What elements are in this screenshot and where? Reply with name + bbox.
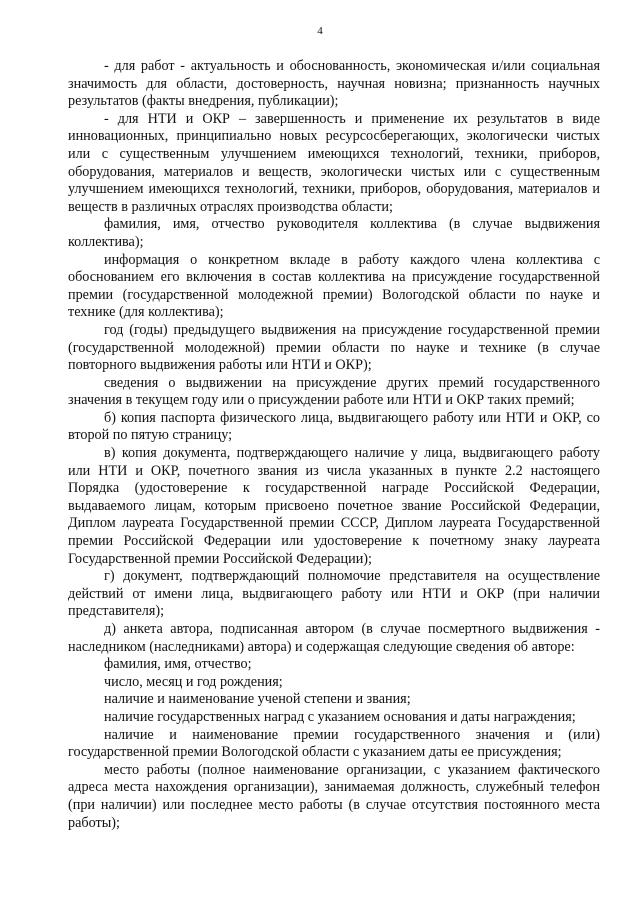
paragraph-representative-authority: г) документ, подтверждающий полномочие представителя на осуществление действий от имени лица, выдвигающего работу или НТИ и ОКР (при наличии представителя); bbox=[68, 568, 600, 620]
paragraph-author-questionnaire: д) анкета автора, подписанная автором (в случае посмертного выдвижения - наследником (наследниками) автора) и содержащая следующие сведения об авторе: bbox=[68, 621, 600, 655]
paragraph-passport-copy: б) копия паспорта физического лица, выдвигающего работу или НТИ и ОКР, со второй по пятую страницу; bbox=[68, 409, 600, 444]
paragraph-workplace: место работы (полное наименование организации, с указанием фактического адреса места нахождения организации), занимаемая должность, служебный телефон (при наличии) или последнее место работы (в случае отсутствия постоянного места работы); bbox=[68, 761, 600, 831]
paragraph-honorary-title-document: в) копия документа, подтверждающего наличие у лица, выдвигающего работу или НТИ и ОКР, почетного звания из числа указанных в пункте 2.2 настоящего Порядка (удостоверение к государственной награде Российской Федерации, выдаваемого лицам, которым присвоено почетное звание Российской Федерации, Диплом лауреата Государственной премии СССР, Диплом лауреата Государственной премии Российской Федерации или удостоверение к почетному знаку лауреата Государственной премии Российской Федерации); bbox=[68, 445, 600, 567]
paragraph-previous-nomination: год (годы) предыдущего выдвижения на присуждение государственной премии (государственной молодежной) премии области по науке и технике (в случае повторного выдвижения работы или НТИ и ОКР); bbox=[68, 321, 600, 374]
paragraph-state-awards: наличие государственных наград с указанием основания и даты награждения; bbox=[104, 708, 576, 725]
paragraph-full-name: фамилия, имя, отчество; bbox=[104, 656, 252, 673]
paragraph-academic-degree: наличие и наименование ученой степени и звания; bbox=[104, 691, 411, 708]
paragraph-birth-date: число, месяц и год рождения; bbox=[104, 673, 283, 690]
page-number: 4 bbox=[317, 25, 323, 37]
paragraph-nti-okr-criteria: - для НТИ и ОКР – завершенность и применение их результатов в виде инновационных, принципиально новых ресурсосберегающих, экологически чистых или с существенным улучшением имеющихся технологий, техники, приборов, оборудования, материалов и веществ, экологически чистых или с существенным улучшением имеющихся технологий, техники, приборов, оборудования, материалов и веществ в различных отраслях производства области; bbox=[68, 110, 600, 215]
paragraph-team-leader: фамилия, имя, отчество руководителя коллектива (в случае выдвижения коллектива); bbox=[68, 216, 600, 250]
paragraph-works-criteria: - для работ - актуальность и обоснованность, экономическая и/или социальная значимость для области, достоверность, научная новизна; признанность научных результатов (факты внедрения, публикации); bbox=[68, 58, 600, 110]
paragraph-other-prizes: сведения о выдвижении на присуждение других премий государственного значения в текущем году или о присуждении работе или НТИ и ОКР таких премий; bbox=[68, 374, 600, 409]
document-body bbox=[68, 58, 600, 832]
paragraph-state-prizes: наличие и наименование премии государственного значения и (или) государственной премии Вологодской области с указанием даты ее присуждения; bbox=[68, 726, 600, 761]
paragraph-member-contribution: информация о конкретном вкладе в работу каждого члена коллектива с обоснованием его включения в состав коллектива на присуждение государственной премии (государственной молодежной премии) Вологодской области по науке и технике (для коллектива); bbox=[68, 251, 600, 321]
